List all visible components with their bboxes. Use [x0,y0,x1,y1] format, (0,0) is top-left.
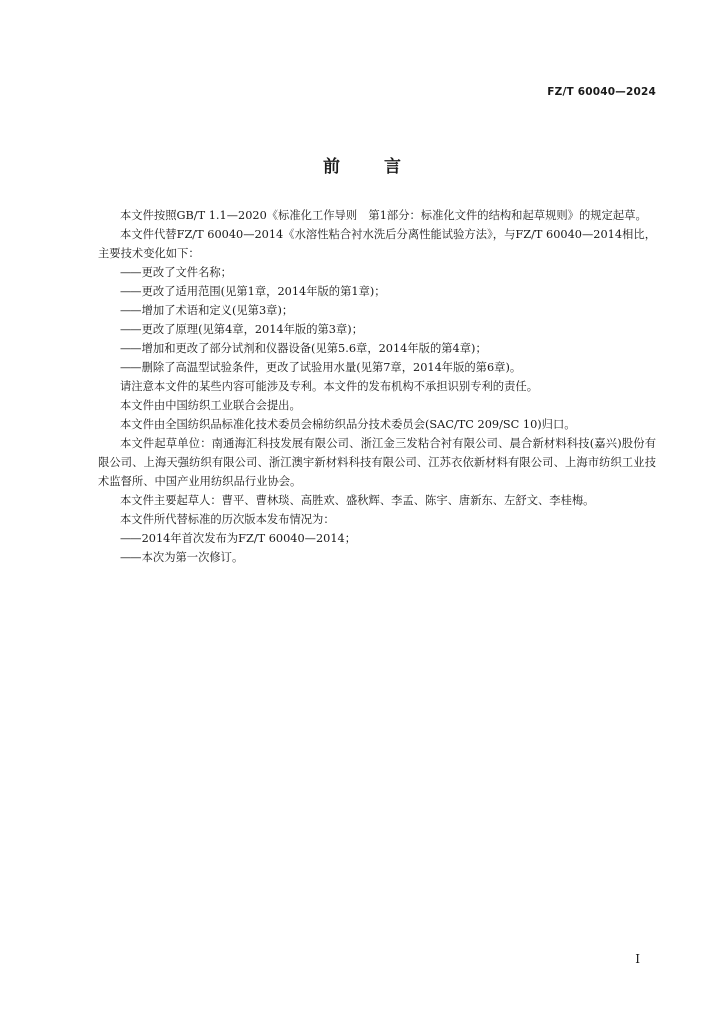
paragraph-patent-notice: 请注意本文件的某些内容可能涉及专利。本文件的发布机构不承担识别专利的责任。 [120,380,538,393]
page-title [0,152,724,177]
document-code: FZ/T 60040—2024 [547,86,656,98]
list-item-change: —— 增加和更改了部分试剂和仪器设备(见第5.6章，2014年版的第4章)； [98,339,656,358]
paragraph-replacement: 本文件代替FZ/T 60040—2014《水溶性粘合衬水洗后分离性能试验方法》，与FZ/T 60040—2014相比，主要技术变化如下： [98,228,656,260]
page-number: I [635,952,640,966]
foreword-body [98,206,656,567]
title-char-1: 前 [323,157,340,177]
list-item-history: —— 2014年首次发布为FZ/T 60040—2014； [98,529,656,548]
list-item-change: —— 增加了术语和定义(见第3章)； [98,301,656,320]
paragraph-drafting-rules: 本文件按照GB/T 1.1—2020《标准化工作导则 第1部分：标准化文件的结构和起草规则》的规定起草。 [120,209,647,222]
list-item-change: —— 更改了文件名称； [98,263,656,282]
paragraph-committee: 本文件由全国纺织品标准化技术委员会棉纺织品分技术委员会(SAC/TC 209/SC 10)归口。 [120,418,576,431]
paragraph-proposer: 本文件由中国纺织工业联合会提出。 [120,399,301,412]
paragraph-drafters: 本文件主要起草人：曹平、曹林琰、高胜欢、盛秋辉、李孟、陈宇、唐新东、左舒文、李桂梅。 [120,494,595,507]
list-item-change: —— 更改了适用范围(见第1章，2014年版的第1章)； [98,282,656,301]
list-item-history: —— 本次为第一次修订。 [98,548,656,567]
paragraph-history-intro: 本文件所代替标准的历次版本发布情况为： [120,513,335,526]
paragraph-drafting-units: 本文件起草单位：南通海汇科技发展有限公司、浙江金三发粘合衬有限公司、晨合新材料科技(嘉兴)股份有限公司、上海天强纺织有限公司、浙江澳宇新材料科技有限公司、江苏衣依新材料有限公司、上海市纺织工业技术监督所、中国产业用纺织品行业协会。 [98,437,656,488]
list-item-change: —— 删除了高温型试验条件，更改了试验用水量(见第7章，2014年版的第6章)。 [98,358,656,377]
list-item-change: —— 更改了原理(见第4章，2014年版的第3章)； [98,320,656,339]
title-char-2: 言 [384,157,401,177]
